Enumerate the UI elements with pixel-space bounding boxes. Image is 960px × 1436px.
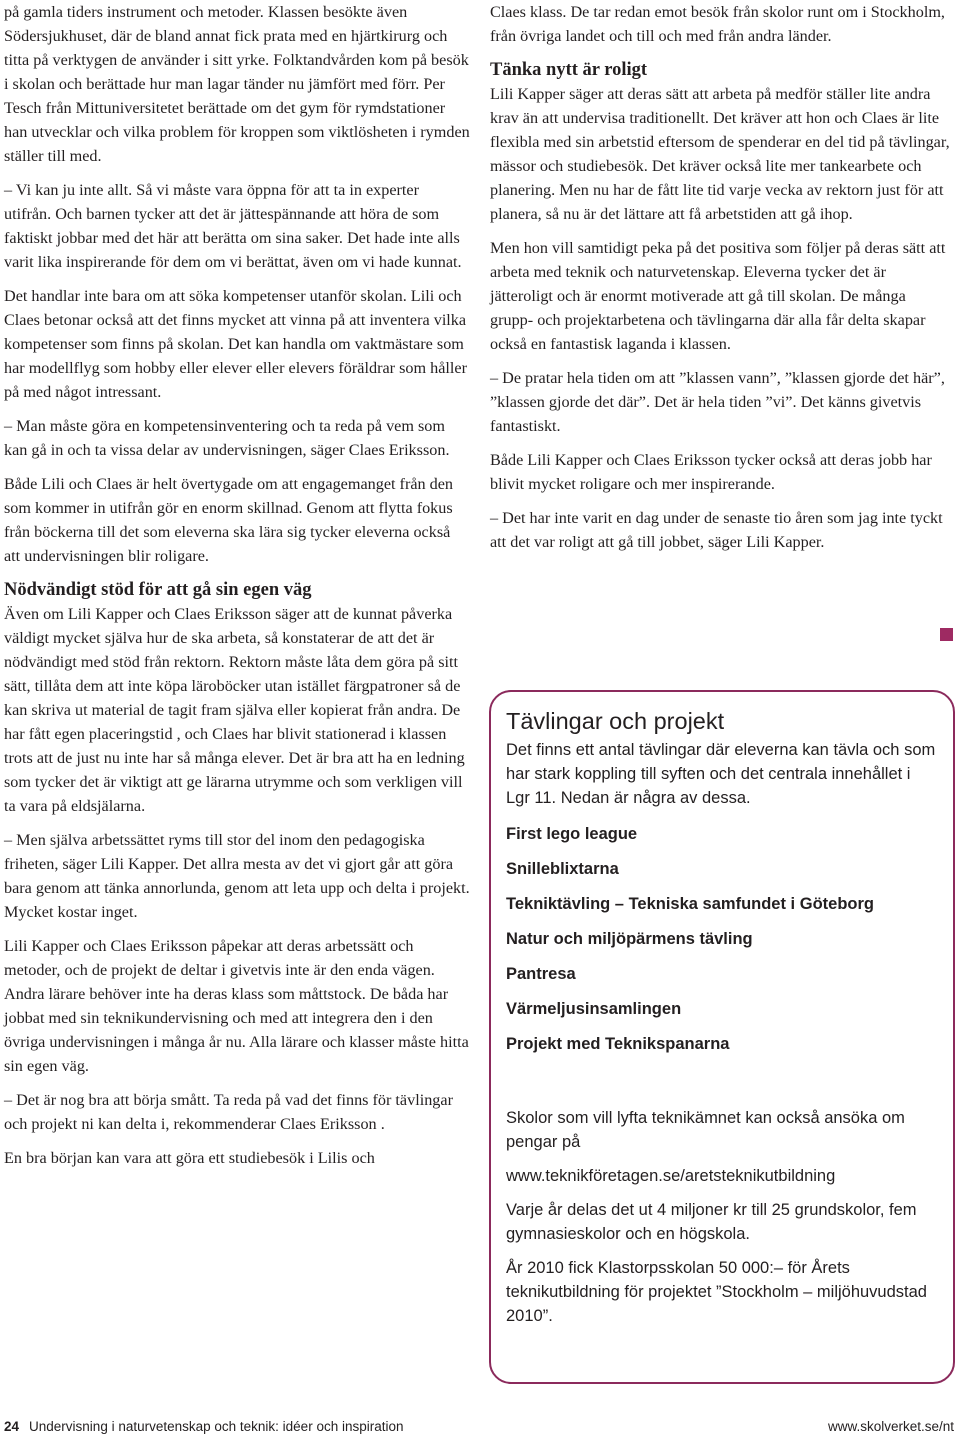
left-paragraph-4: – Man måste göra en kompetensinventering och ta reda på vem som kan gå in och ta vissa delar av undervisningen, säger Claes Eriksson. (4, 417, 450, 459)
section-heading-think-new: Tänka nytt är roligt (490, 60, 648, 80)
sidebar-url-link[interactable]: www.teknikföretagen.se/aretsteknikutbildning (506, 1167, 836, 1185)
sidebar-spacer (506, 1067, 936, 1106)
section-heading-support: Nödvändigt stöd för att gå sin egen väg (4, 580, 312, 600)
sidebar-funding-text: Skolor som vill lyfta teknikämnet kan också ansöka om pengar på (506, 1109, 905, 1151)
sidebar-content (506, 706, 936, 1338)
right-paragraph-4: – De pratar hela tiden om att ”klassen vann”, ”klassen gjorde det här”, ”klassen gjorde det där”. Det är hela tiden ”vi”. Det känns givetvis fantastiskt. (490, 369, 945, 435)
competition-item: Snilleblixtarna (506, 860, 619, 878)
right-column (490, 0, 952, 564)
competition-item: Tekniktävling – Tekniska samfundet i Göteborg (506, 895, 874, 913)
competition-list (506, 822, 936, 1067)
publication-title: Undervisning i naturvetenskap och teknik: idéer och inspiration (29, 1419, 404, 1434)
left-paragraph-5: Både Lili och Claes är helt övertygade om att engagemanget från den som kommer in utifrån gör en enorm skillnad. Genom att flytta fokus från böckerna till det som eleverna ska lära sig tycker eleverna också att undervisningen blir roligare. (4, 475, 454, 565)
competition-item: Projekt med Teknikspanarna (506, 1035, 730, 1053)
left-paragraph-9: – Det är nog bra att börja smått. Ta reda på vad det finns för tävlingar och projekt ni kan delta i, rekommenderar Claes Eriksson . (4, 1091, 453, 1133)
page-number: 24 (4, 1419, 20, 1434)
sidebar-yearly-text: Varje år delas det ut 4 miljoner kr till 25 grundskolor, fem gymnasieskolor och en högskola. (506, 1201, 917, 1243)
left-paragraph-8: Lili Kapper och Claes Eriksson påpekar att deras arbetssätt och metoder, och de projekt de deltar i givetvis inte är den enda vägen. Andra lärare behöver inte ha deras klass som måttstock. De båda har jobbat med sin teknikundervisning och med att integrera den i den övriga undervisningen i många år nu. Alla lärare och klasser måste hitta sin egen väg. (4, 937, 469, 1075)
right-paragraph-2: Lili Kapper säger att deras sätt att arbeta på medför ställer lite andra krav än att undervisa traditionellt. Det kräver att hon och Claes är lite flexibla med sin arbetstid eftersom de spenderar en del tid på tävlingar, mässor och studiebesök. Det kräver också lite mer tankearbete och planering. Men nu har de fått lite tid varje vecka av rektorn just för att planera, så nu är det lättare att få arbetstiden att gå ihop. (490, 85, 950, 223)
left-column (4, 0, 470, 1180)
right-paragraph-6: – Det har inte varit en dag under de senaste tio åren som jag inte tyckt att det var roligt att gå till jobbet, säger Lili Kapper. (490, 509, 943, 551)
right-paragraph-5: Både Lili Kapper och Claes Eriksson tycker också att deras jobb har blivit mycket roligare och mer inspirerande. (490, 451, 932, 493)
competition-item: Värmeljusinsamlingen (506, 1000, 682, 1018)
sidebar-winner-text: År 2010 fick Klastorpsskolan 50 000:– för Årets teknikutbildning för projektet ”Stockholm – miljöhuvudstad 2010”. (506, 1259, 927, 1325)
left-paragraph-2: – Vi kan ju inte allt. Så vi måste vara öppna för att ta in experter utifrån. Och barnen tycker att det är jättespännande att höra de som faktiskt jobbar med det här att berätta om sina saker. Det hade inte alls varit lika inspirerande för dem om vi berättat, även om vi hade kunnat. (4, 181, 462, 271)
right-paragraph-1: Claes klass. De tar redan emot besök från skolor runt om i Stockholm, från övriga landet och till och med från andra länder. (490, 3, 945, 45)
sidebar-intro: Det finns ett antal tävlingar där eleverna kan tävla och som har stark koppling till syften och det centrala innehållet i Lgr 11. Nedan är några av dessa. (506, 741, 936, 807)
sidebar-title: Tävlingar och projekt (506, 708, 725, 734)
left-paragraph-1: på gamla tiders instrument och metoder. Klassen besökte även Södersjukhuset, där de bland annat fick prata med en hjärtkirurg och titta på verktygen de använder i sitt yrke. Folktandvården kom på besök i skolan och berättade hur man lagar tänder nu jämfört med förr. Per Tesch från Mittuniversitetet berättade om det gym för rymdstationer han utvecklar och vilka problem för kroppen som viktlösheten i rymden ställer till med. (4, 3, 470, 165)
footer-website-link[interactable]: www.skolverket.se/nt (827, 1419, 954, 1434)
left-paragraph-3: Det handlar inte bara om att söka kompetenser utanför skolan. Lili och Claes betonar också att det finns mycket att vinna på att inventera vilka kompetenser som finns på skolan. Det kan handla om vaktmästare som har modellflyg som hobby eller elever eller elevers föräldrar som håller på med något intressant. (4, 287, 467, 401)
left-paragraph-10: En bra början kan vara att göra ett studiebesök i Lilis och (4, 1149, 375, 1167)
competition-item: First lego league (506, 825, 638, 843)
competition-item: Natur och miljöpärmens tävling (506, 930, 753, 948)
right-paragraph-3: Men hon vill samtidigt peka på det positiva som följer på deras sätt att arbeta med teknik och naturvetenskap. Eleverna tycker det är jätteroligt och är enormt motiverade att gå till skolan. De många grupp- och projektarbetena och tävlingarna där alla får delta skapar också en fantastisk laganda i klassen. (490, 239, 946, 353)
footer-left (4, 1418, 404, 1436)
article-end-square-icon (940, 628, 953, 641)
competition-item: Pantresa (506, 965, 576, 983)
left-paragraph-6: Även om Lili Kapper och Claes Eriksson säger att de kunnat påverka väldigt mycket själva hur de ska arbeta, så konstaterar de att det är nödvändigt med stöd från rektorn. Rektorn måste låta dem göra på sitt sätt, tillåta dem att inte köpa läroböcker utan istället färgpatroner så de kan skriva ut material de tagit fram själva eller kopierat från andra. De har fått egen placeringstid , och Claes har blivit stationerad i klassen trots att de just nu inte har så många elever. Det är bra att ha en ledning som tycker det är viktigt att ge lärarna utrymme och som verkligen vill ta vara på eldsjälarna. (4, 605, 465, 815)
sidebar-competitions-box (489, 690, 955, 1384)
left-paragraph-7: – Men själva arbetssättet ryms till stor del inom den pedagogiska friheten, säger Lili Kapper. Det allra mesta av det vi gjort går att göra bara genom att tänka annorlunda, genom att leta upp och delta i projekt. Mycket kostar inget. (4, 831, 470, 921)
